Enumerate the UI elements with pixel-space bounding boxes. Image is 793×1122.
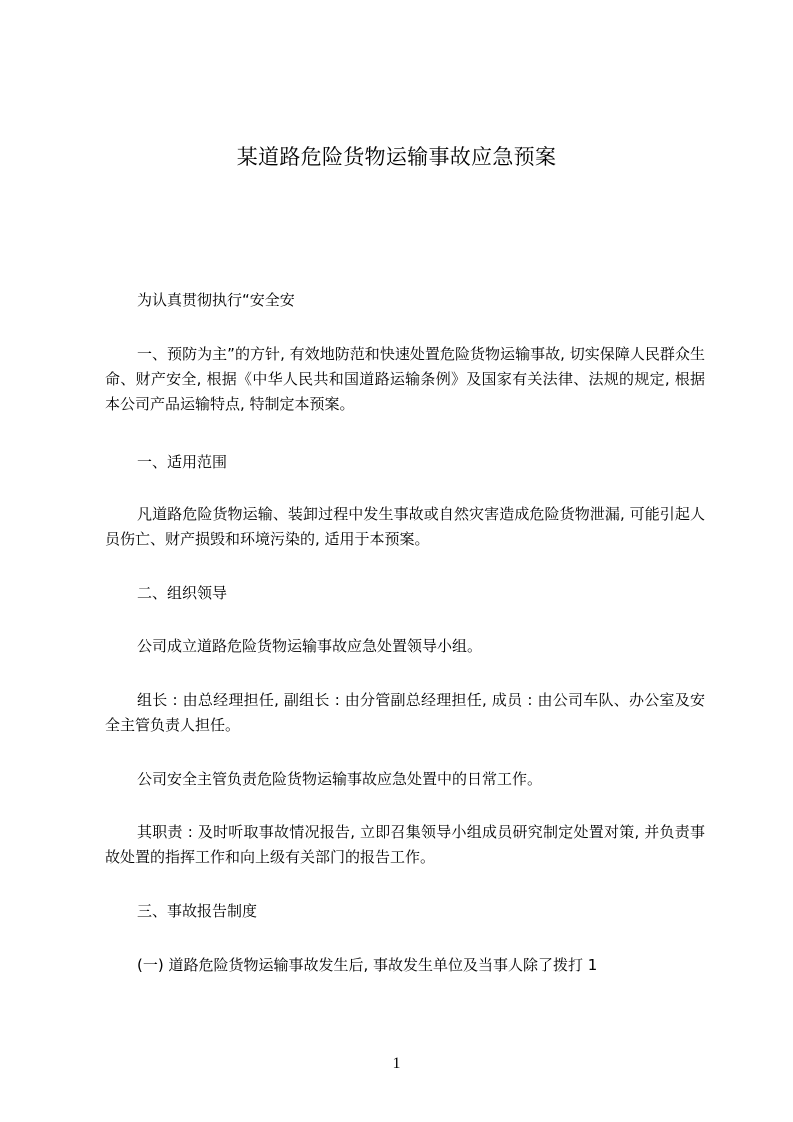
paragraph-members: 组长 : 由总经理担任, 副组长 : 由分管副总经理担任, 成员 : 由公司车队、办公室及安全主管负责人担任。 (105, 691, 705, 734)
paragraph-intro: 为认真贯彻执行“安全安 (137, 291, 295, 309)
paragraph-daily-work: 公司安全主管负责危险货物运输事故应急处置中的日常工作。 (137, 770, 543, 788)
heading-reporting: 三、事故报告制度 (137, 902, 258, 920)
paragraph-duties: 其职责 : 及时听取事故情况报告, 立即召集领导小组成员研究制定处置对策, 并负责事故处置的指挥工作和向上级有关部门的报告工作。 (105, 823, 705, 866)
paragraph-scope: 凡道路危险货物运输、装卸过程中发生事故或自然灾害造成危险货物泄漏, 可能引起人员伤亡、财产损毁和环境污染的, 适用于本预案。 (105, 505, 705, 548)
page-number: 1 (392, 1055, 401, 1072)
paragraph-reporting-1: (一) 道路危险货物运输事故发生后, 事故发生单位及当事人除了拨打 1 (137, 956, 598, 974)
document-title: 某道路危险货物运输事故应急预案 (236, 145, 557, 169)
paragraph-leading-group: 公司成立道路危险货物运输事故应急处置领导小组。 (137, 637, 483, 655)
heading-organization: 二、组织领导 (137, 584, 228, 602)
heading-scope: 一、适用范围 (137, 453, 228, 471)
paragraph-purpose: 一、预防为主”的方针, 有效地防范和快速处置危险货物运输事故, 切实保障人民群众生命、财产安全, 根据《中华人民共和国道路运输条例》及国家有关法律、法规的规定, 根据本公司产品运输特点, 特制定本预案。 (105, 345, 705, 413)
